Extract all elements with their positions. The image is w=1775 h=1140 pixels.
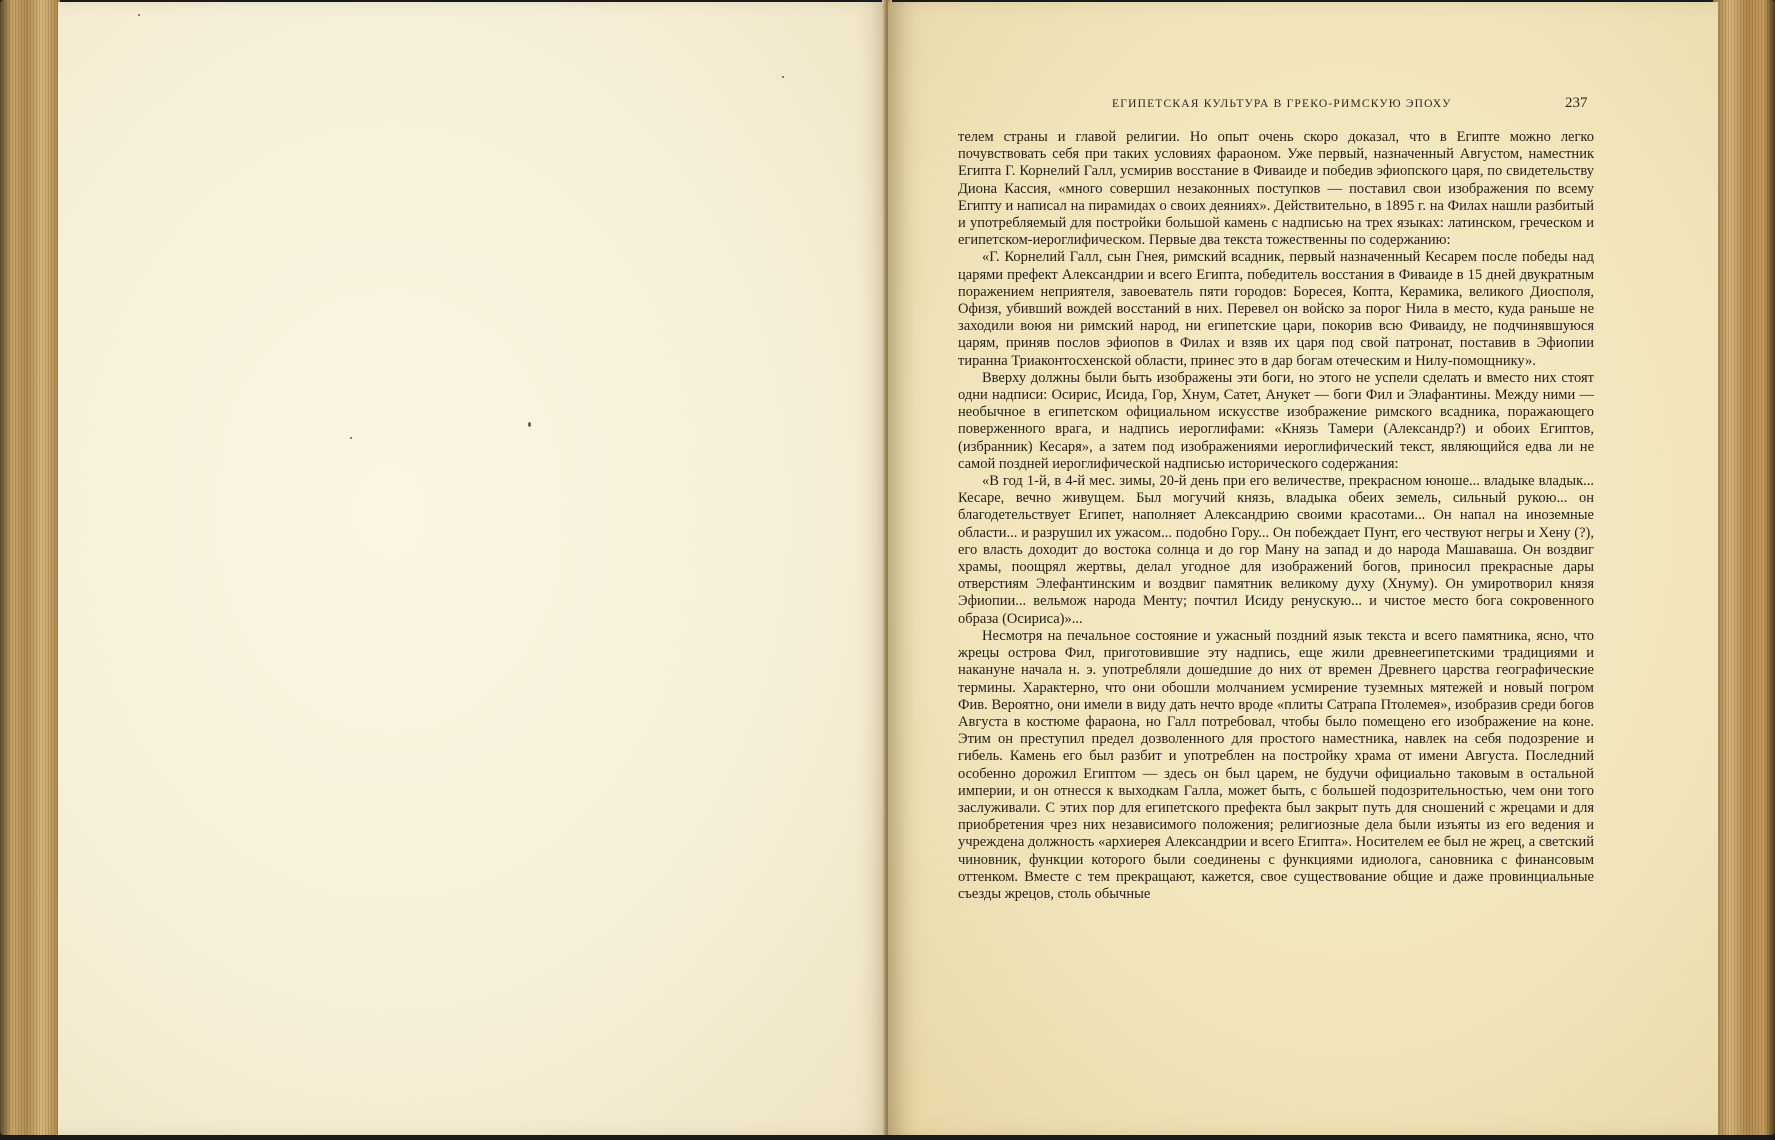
paragraph: телем страны и главой религии. Но опыт очень скоро доказал, что в Египте можно легко почувствовать себя при таких условиях фараоном. Уже первый, назначенный Августом, наместник Египта Г. Корнелий Галл, усмирив восстание в Фиваиде и победив эфиопского царя, по свидетельству Диона Кассия, «много совершил незаконных поступков — поставил свои изображения по всему Египту и написал на пирамидах о своих деяниях». Действительно, в 1895 г. на Филах нашли разбитый и употребляемый для постройки большой камень с надписью на трех языках: латинском, греческом и египетском-иероглифическом. Первые два текста тожественны по содержанию:	[958, 129, 1594, 249]
page-number: 237	[1565, 95, 1588, 111]
paper-speck	[138, 14, 140, 16]
quote-paragraph: «В год 1-й, в 4-й мес. зимы, 20-й день при его величестве, прекрасном юноше... владыке владык... Кесаре, вечно живущем. Был могучий князь, владыка обеих земель, сильный рукою... он благодетельствует Египет, наполняет Александрию своими красотами... Он напал на иноземные области... и разрушил их ужасом... подобно Гору... Он побеждает Пунт, его чествуют негры и Хену (?), его власть доходит до востока солнца и до гор Ману на запад и до народа Машаваша. Он воздвиг храмы, поощрял жертвы, делал угодное для изображений богов, приносил прекрасные дары отверстиям Элефантинским и воздвиг памятник великому духу (Хнуму). Он умиротворил князя Эфиопии... вельмож народа Менту; почтил Исиду ренускую... и чистое место бога сокровенного образа (Осириса)»...	[958, 473, 1594, 627]
right-page-edges	[1713, 0, 1775, 1135]
left-page-edges	[0, 0, 60, 1135]
paper-speck	[350, 437, 352, 439]
quote-paragraph: «Г. Корнелий Галл, сын Гнея, римский всадник, первый назначенный Кесарем после победы над царями префект Александрии и всего Египта, победитель восстания в Фиваиде в 15 дней двукратным поражением неприятеля, завоеватель пяти городов: Боресея, Копта, Керамика, великого Диосполя, Офизя, убивший вождей восстаний в них. Перевел он войско за порог Нила в место, куда раньше не заходили воюя ни римский народ, ни египетские цари, покорив всю Фиваиду, не подчинявшуюся царям, приняв послов эфиопов в Филах и взяв их царя под свой патронат, поставив в Эфиопии тиранна Триаконтосхенской области, принес это в дар богам отеческим и Нилу-помощнику».	[958, 249, 1594, 369]
paper-speck	[782, 76, 784, 78]
left-page-blank	[58, 2, 888, 1135]
body-text	[958, 129, 1594, 903]
paragraph: Несмотря на печальное состояние и ужасный поздний язык текста и всего памятника, ясно, что жрецы острова Фил, приготовившие эту надпись, еще жили древнеегипетскими традициями и накануне начала н. э. употребляли дошедшие до них от времен Древнего царства географические термины. Характерно, что они обошли молчанием усмирение туземных мятежей и новый погром Фив. Вероятно, они имели в виду дать нечто вроде «плиты Сатрапа Птолемея», изобразив среди богов Августа в костюме фараона, но Галл потребовал, чтобы было помещено его изображение на коне. Этим он преступил предел дозволенного для простого наместника, навлек на себя подозрение и гибель. Камень его был разбит и употреблен на постройку храма от имени Августа. Последний особенно дорожил Египтом — здесь он был царем, не будучи официально таковым в остальной империи, и он отнесся к выходкам Галла, может быть, с большей подозрительностью, чем они того заслуживали. С этих пор для египетского префекта был закрыт путь для сношений с жрецами и для приобретения чрез них независимого положения; религиозные дела были изъяты из его ведения и учреждена должность «архиерея Александрии и всего Египта». Носителем ее был не жрец, а светский чиновник, функции которого были соединены с функциями идиолога, сановника с финансовым оттенком. Вместе с тем прекращают, кажется, свое существование общие и даже провинциальные съезды жрецов, столь обычные	[958, 627, 1594, 902]
running-head: ЕГИПЕТСКАЯ КУЛЬТУРА В ГРЕКО-РИМСКУЮ ЭПОХУ	[1112, 98, 1452, 110]
paper-speck	[528, 422, 531, 427]
paragraph: Вверху должны были быть изображены эти боги, но этого не успели сделать и вместо них стоят одни надписи: Осирис, Исида, Гор, Хнум, Сатет, Анукет — боги Фил и Элафантины. Между ними — необычное в египетском официальном искусстве изображение римского всадника, поражающего поверженного врага, и надпись иероглифами: «Князь Тамери (Александр?) и обоих Египтов, (избранник) Кесаря», а затем под изображениями иероглифический текст, являющийся едва ли не самой поздней иероглифической надписью исторического содержания:	[958, 369, 1594, 472]
